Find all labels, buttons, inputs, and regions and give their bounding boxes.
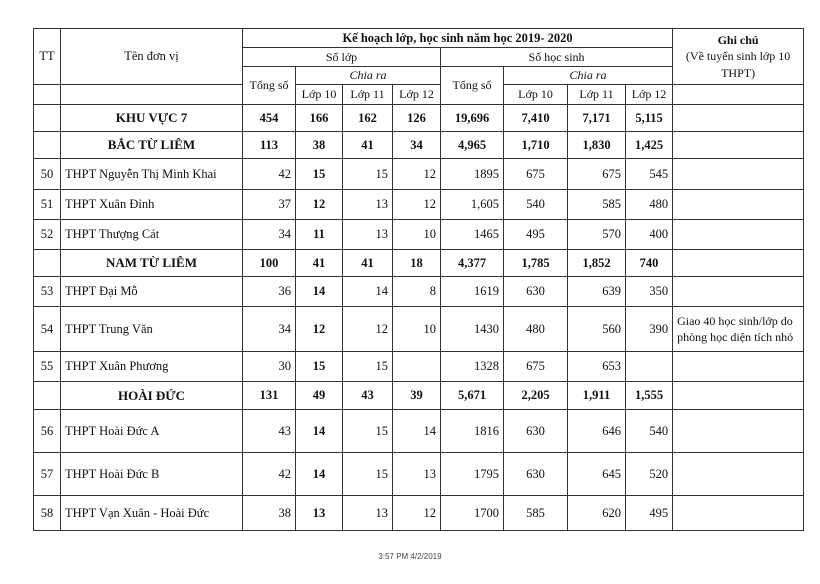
classes-g12: 126 bbox=[393, 105, 441, 132]
students-g11: 1,852 bbox=[568, 250, 626, 277]
row-tt: 54 bbox=[34, 307, 61, 352]
classes-g11-header: Lớp 11 bbox=[343, 85, 393, 105]
row-tt bbox=[34, 132, 61, 159]
students-g10-header: Lớp 10 bbox=[504, 85, 568, 105]
row-name: THPT Trung Văn bbox=[61, 307, 243, 352]
classes-g12: 10 bbox=[393, 220, 441, 250]
row-name: THPT Hoài Đức B bbox=[61, 453, 243, 496]
school-row-52 bbox=[34, 220, 804, 250]
header-row-1 bbox=[34, 29, 804, 48]
classes-total: 42 bbox=[243, 453, 296, 496]
header-row-4 bbox=[34, 85, 804, 105]
classes-total: 100 bbox=[243, 250, 296, 277]
note-header bbox=[673, 29, 804, 85]
students-total: 1795 bbox=[441, 453, 504, 496]
students-g10: 585 bbox=[504, 496, 568, 531]
students-total: 1816 bbox=[441, 410, 504, 453]
students-g12: 480 bbox=[626, 190, 673, 220]
note-header-cont bbox=[673, 85, 804, 105]
students-total: 1328 bbox=[441, 352, 504, 382]
students-g12: 520 bbox=[626, 453, 673, 496]
row-tt: 58 bbox=[34, 496, 61, 531]
students-g10: 1,785 bbox=[504, 250, 568, 277]
classes-g11: 14 bbox=[343, 277, 393, 307]
classes-g10: 14 bbox=[296, 277, 343, 307]
students-g11-header: Lớp 11 bbox=[568, 85, 626, 105]
classes-total: 37 bbox=[243, 190, 296, 220]
classes-g11: 15 bbox=[343, 352, 393, 382]
students-g10: 480 bbox=[504, 307, 568, 352]
district-row-bac-tu-liem bbox=[34, 132, 804, 159]
students-g12 bbox=[626, 352, 673, 382]
classes-g12: 12 bbox=[393, 190, 441, 220]
school-row-50 bbox=[34, 159, 804, 190]
row-name: NAM TỪ LIÊM bbox=[61, 250, 243, 277]
classes-total: 454 bbox=[243, 105, 296, 132]
students-g11: 570 bbox=[568, 220, 626, 250]
students-g11: 620 bbox=[568, 496, 626, 531]
classes-g10: 11 bbox=[296, 220, 343, 250]
row-tt: 52 bbox=[34, 220, 61, 250]
students-g10: 1,710 bbox=[504, 132, 568, 159]
classes-g11: 13 bbox=[343, 496, 393, 531]
row-note bbox=[673, 496, 804, 531]
unit-header: Tên đơn vị bbox=[61, 29, 243, 85]
students-total-header: Tổng số bbox=[441, 67, 504, 105]
students-g12: 740 bbox=[626, 250, 673, 277]
enrollment-plan-table bbox=[33, 28, 804, 531]
classes-g10: 13 bbox=[296, 496, 343, 531]
students-g10: 7,410 bbox=[504, 105, 568, 132]
row-tt: 51 bbox=[34, 190, 61, 220]
classes-total: 38 bbox=[243, 496, 296, 531]
row-note bbox=[673, 159, 804, 190]
classes-g10: 41 bbox=[296, 250, 343, 277]
classes-g11: 15 bbox=[343, 410, 393, 453]
row-tt: 57 bbox=[34, 453, 61, 496]
classes-total: 113 bbox=[243, 132, 296, 159]
classes-g10: 14 bbox=[296, 410, 343, 453]
students-total: 1,605 bbox=[441, 190, 504, 220]
row-tt bbox=[34, 250, 61, 277]
plan-header: Kế hoạch lớp, học sinh năm học 2019- 2020 bbox=[243, 29, 673, 48]
classes-g11: 41 bbox=[343, 132, 393, 159]
unit-header-cont bbox=[61, 85, 243, 105]
students-g11: 585 bbox=[568, 190, 626, 220]
row-tt: 55 bbox=[34, 352, 61, 382]
students-total: 5,671 bbox=[441, 382, 504, 410]
row-name: THPT Hoài Đức A bbox=[61, 410, 243, 453]
row-tt: 56 bbox=[34, 410, 61, 453]
students-g11: 1,911 bbox=[568, 382, 626, 410]
students-g12: 540 bbox=[626, 410, 673, 453]
students-g11: 646 bbox=[568, 410, 626, 453]
row-tt bbox=[34, 105, 61, 132]
classes-header: Số lớp bbox=[243, 48, 441, 67]
classes-total-header: Tổng số bbox=[243, 67, 296, 105]
students-g12: 400 bbox=[626, 220, 673, 250]
classes-g10-header: Lớp 10 bbox=[296, 85, 343, 105]
students-g12: 545 bbox=[626, 159, 673, 190]
row-note bbox=[673, 410, 804, 453]
classes-g11: 43 bbox=[343, 382, 393, 410]
district-row-nam-tu-liem bbox=[34, 250, 804, 277]
classes-g10: 49 bbox=[296, 382, 343, 410]
students-total: 19,696 bbox=[441, 105, 504, 132]
students-total: 1700 bbox=[441, 496, 504, 531]
row-tt: 53 bbox=[34, 277, 61, 307]
students-total: 1430 bbox=[441, 307, 504, 352]
classes-total: 43 bbox=[243, 410, 296, 453]
classes-g10: 15 bbox=[296, 352, 343, 382]
students-g10: 2,205 bbox=[504, 382, 568, 410]
students-g10: 630 bbox=[504, 453, 568, 496]
students-g11: 645 bbox=[568, 453, 626, 496]
classes-g12: 8 bbox=[393, 277, 441, 307]
row-name: THPT Nguyễn Thị Minh Khai bbox=[61, 159, 243, 190]
school-row-54 bbox=[34, 307, 804, 352]
students-g10: 675 bbox=[504, 159, 568, 190]
classes-total: 131 bbox=[243, 382, 296, 410]
row-note bbox=[673, 190, 804, 220]
classes-g10: 166 bbox=[296, 105, 343, 132]
classes-g11: 12 bbox=[343, 307, 393, 352]
students-g11: 675 bbox=[568, 159, 626, 190]
school-row-57 bbox=[34, 453, 804, 496]
school-row-56 bbox=[34, 410, 804, 453]
row-tt: 50 bbox=[34, 159, 61, 190]
school-row-58 bbox=[34, 496, 804, 531]
note-title: Ghi chú bbox=[717, 33, 759, 48]
classes-g12: 18 bbox=[393, 250, 441, 277]
classes-total: 42 bbox=[243, 159, 296, 190]
students-g10: 495 bbox=[504, 220, 568, 250]
students-g11: 1,830 bbox=[568, 132, 626, 159]
classes-g12 bbox=[393, 352, 441, 382]
students-g10: 630 bbox=[504, 410, 568, 453]
row-note bbox=[673, 220, 804, 250]
students-g10: 675 bbox=[504, 352, 568, 382]
students-g12: 350 bbox=[626, 277, 673, 307]
classes-total: 30 bbox=[243, 352, 296, 382]
classes-g12: 12 bbox=[393, 159, 441, 190]
classes-g12: 14 bbox=[393, 410, 441, 453]
students-total: 1895 bbox=[441, 159, 504, 190]
students-g11: 7,171 bbox=[568, 105, 626, 132]
classes-g12: 39 bbox=[393, 382, 441, 410]
row-tt bbox=[34, 382, 61, 410]
students-g11: 560 bbox=[568, 307, 626, 352]
school-row-53 bbox=[34, 277, 804, 307]
row-name: THPT Xuân Phương bbox=[61, 352, 243, 382]
students-g10: 630 bbox=[504, 277, 568, 307]
students-g10: 540 bbox=[504, 190, 568, 220]
students-total: 1619 bbox=[441, 277, 504, 307]
row-note bbox=[673, 132, 804, 159]
classes-g10: 12 bbox=[296, 307, 343, 352]
classes-g10: 38 bbox=[296, 132, 343, 159]
classes-g11: 15 bbox=[343, 159, 393, 190]
classes-total: 34 bbox=[243, 220, 296, 250]
row-note bbox=[673, 250, 804, 277]
row-note bbox=[673, 352, 804, 382]
classes-g11: 13 bbox=[343, 220, 393, 250]
tt-header-cont bbox=[34, 85, 61, 105]
students-g12: 5,115 bbox=[626, 105, 673, 132]
students-total: 4,377 bbox=[441, 250, 504, 277]
row-note: Giao 40 học sinh/lớp do phòng học diện tích nhỏ bbox=[673, 307, 804, 352]
students-header: Số học sinh bbox=[441, 48, 673, 67]
classes-g11: 13 bbox=[343, 190, 393, 220]
classes-total: 36 bbox=[243, 277, 296, 307]
row-name: THPT Vạn Xuân - Hoài Đức bbox=[61, 496, 243, 531]
students-g12: 1,555 bbox=[626, 382, 673, 410]
row-note bbox=[673, 277, 804, 307]
students-g11: 653 bbox=[568, 352, 626, 382]
classes-g11: 41 bbox=[343, 250, 393, 277]
classes-g12: 10 bbox=[393, 307, 441, 352]
row-name: KHU VỰC 7 bbox=[61, 105, 243, 132]
students-g12: 390 bbox=[626, 307, 673, 352]
classes-g12-header: Lớp 12 bbox=[393, 85, 441, 105]
row-name: THPT Đại Mỗ bbox=[61, 277, 243, 307]
classes-g12: 12 bbox=[393, 496, 441, 531]
classes-breakdown-header: Chia ra bbox=[296, 67, 441, 85]
row-name: THPT Xuân Đỉnh bbox=[61, 190, 243, 220]
row-note bbox=[673, 105, 804, 132]
row-note bbox=[673, 382, 804, 410]
students-total: 1465 bbox=[441, 220, 504, 250]
classes-total: 34 bbox=[243, 307, 296, 352]
print-timestamp: 3:57 PM 4/2/2019 bbox=[378, 552, 442, 561]
students-g12-header: Lớp 12 bbox=[626, 85, 673, 105]
students-g11: 639 bbox=[568, 277, 626, 307]
district-row-hoai-duc bbox=[34, 382, 804, 410]
classes-g11: 15 bbox=[343, 453, 393, 496]
school-row-55 bbox=[34, 352, 804, 382]
classes-g10: 14 bbox=[296, 453, 343, 496]
row-name: THPT Thượng Cát bbox=[61, 220, 243, 250]
row-name: HOÀI ĐỨC bbox=[61, 382, 243, 410]
row-name: BẮC TỪ LIÊM bbox=[61, 132, 243, 159]
students-total: 4,965 bbox=[441, 132, 504, 159]
region-row bbox=[34, 105, 804, 132]
students-g12: 495 bbox=[626, 496, 673, 531]
classes-g10: 12 bbox=[296, 190, 343, 220]
students-breakdown-header: Chia ra bbox=[504, 67, 673, 85]
students-g12: 1,425 bbox=[626, 132, 673, 159]
school-row-51 bbox=[34, 190, 804, 220]
classes-g12: 34 bbox=[393, 132, 441, 159]
row-note bbox=[673, 453, 804, 496]
classes-g10: 15 bbox=[296, 159, 343, 190]
classes-g12: 13 bbox=[393, 453, 441, 496]
classes-g11: 162 bbox=[343, 105, 393, 132]
tt-header: TT bbox=[34, 29, 61, 85]
note-subtitle: (Về tuyển sinh lớp 10 THPT) bbox=[685, 49, 791, 80]
